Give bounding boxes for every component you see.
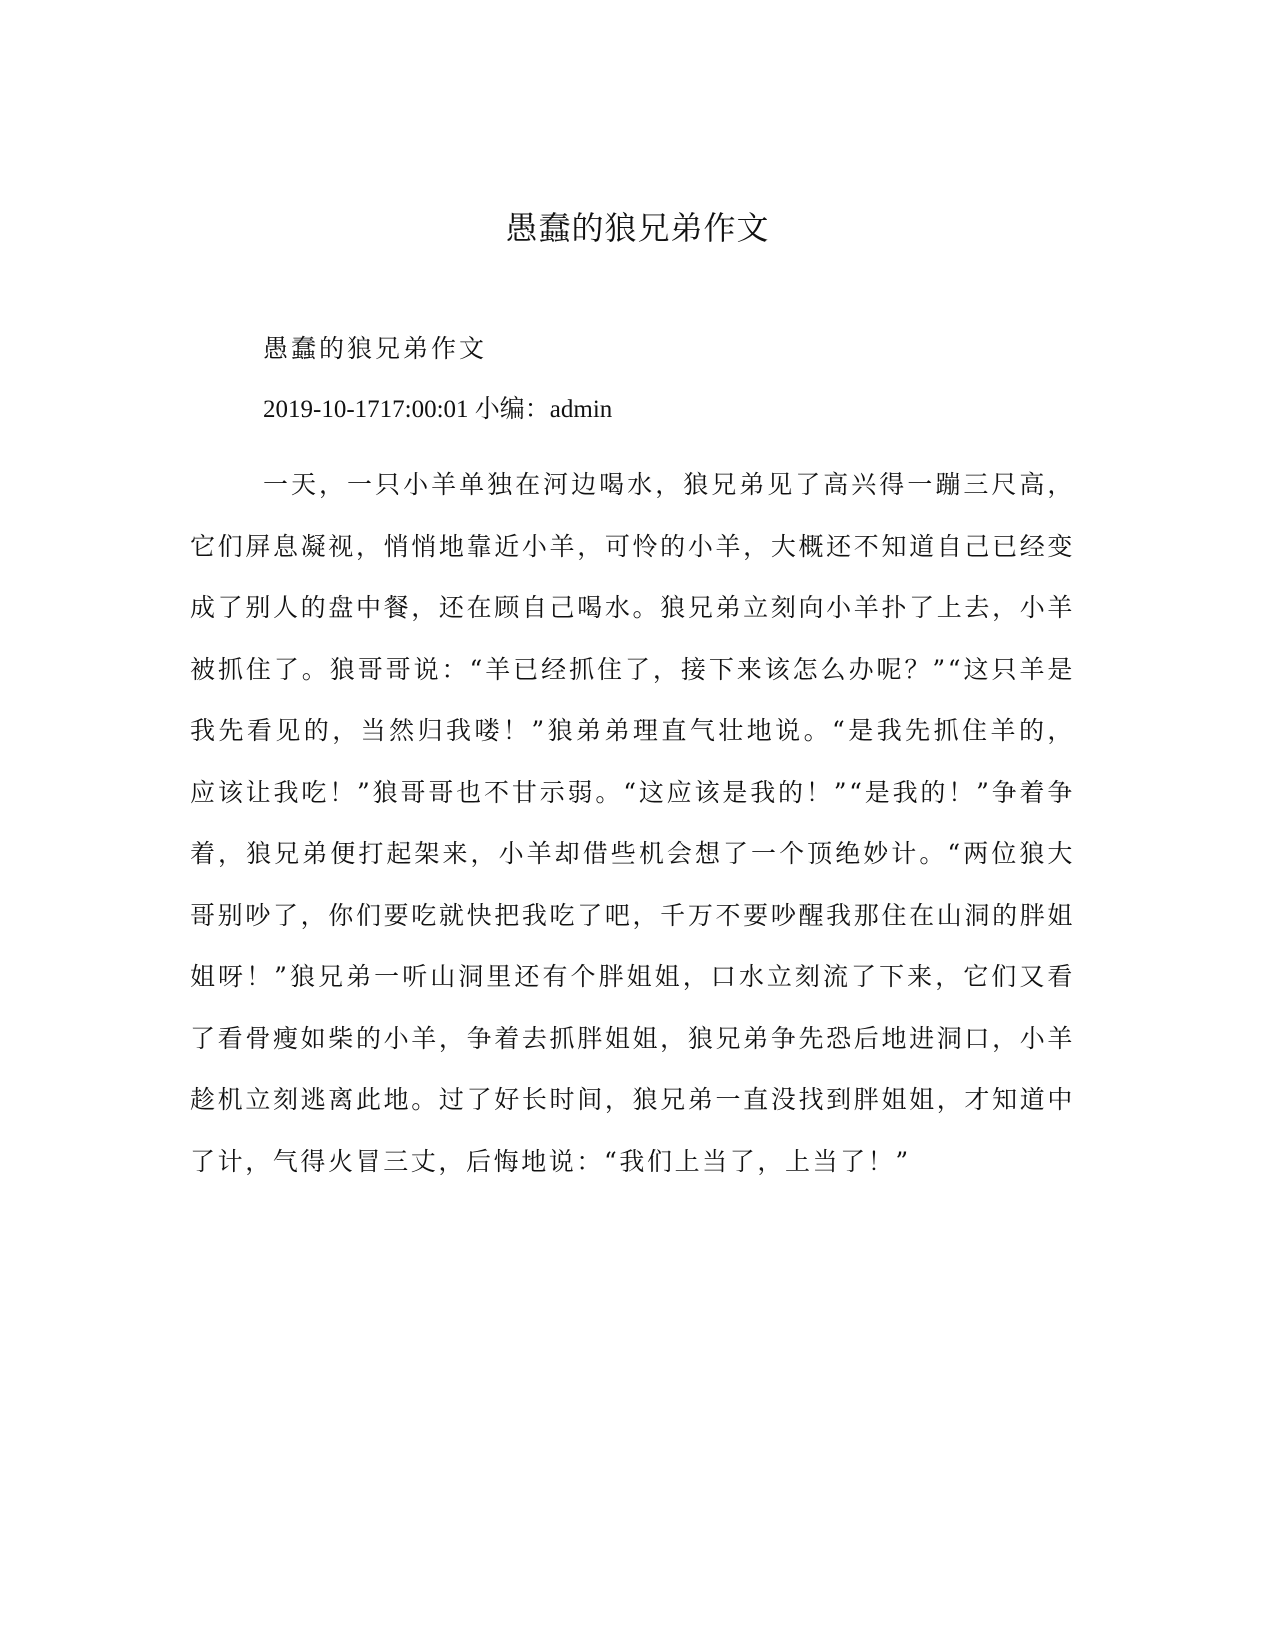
document-meta: 2019-10-1717:00:01 小编：admin: [263, 396, 613, 423]
document-title: 愚蠢的狼兄弟作文: [505, 209, 770, 247]
document-subtitle: 愚蠢的狼兄弟作文: [263, 334, 488, 363]
document-body-paragraph: 一天，一只小羊单独在河边喝水，狼兄弟见了高兴得一蹦三尺高，它们屏息凝视，悄悄地靠近小羊，可怜的小羊，大概还不知道自己已经变成了别人的盘中餐，还在顾自己喝水。狼兄弟立刻向小羊扑了上去，小羊被抓住了。狼哥哥说：“羊已经抓住了，接下来该怎么办呢？”“这只羊是我先看见的，当然归我喽！”狼弟弟理直气壮地说。“是我先抓住羊的，应该让我吃！”狼哥哥也不甘示弱。“这应该是我的！”“是我的！”争着争着，狼兄弟便打起架来，小羊却借些机会想了一个顶绝妙计。“两位狼大哥别吵了，你们要吃就快把我吃了吧，千万不要吵醒我那住在山洞的胖姐姐呀！”狼兄弟一听山洞里还有个胖姐姐，口水立刻流了下来，它们又看了看骨瘦如柴的小羊，争着去抓胖姐姐，狼兄弟争先恐后地进洞口，小羊趁机立刻逃离此地。过了好长时间，狼兄弟一直没找到胖姐姐，才知道中了计，气得火冒三丈，后悔地说：“我们上当了，上当了！”: [190, 470, 1075, 1176]
